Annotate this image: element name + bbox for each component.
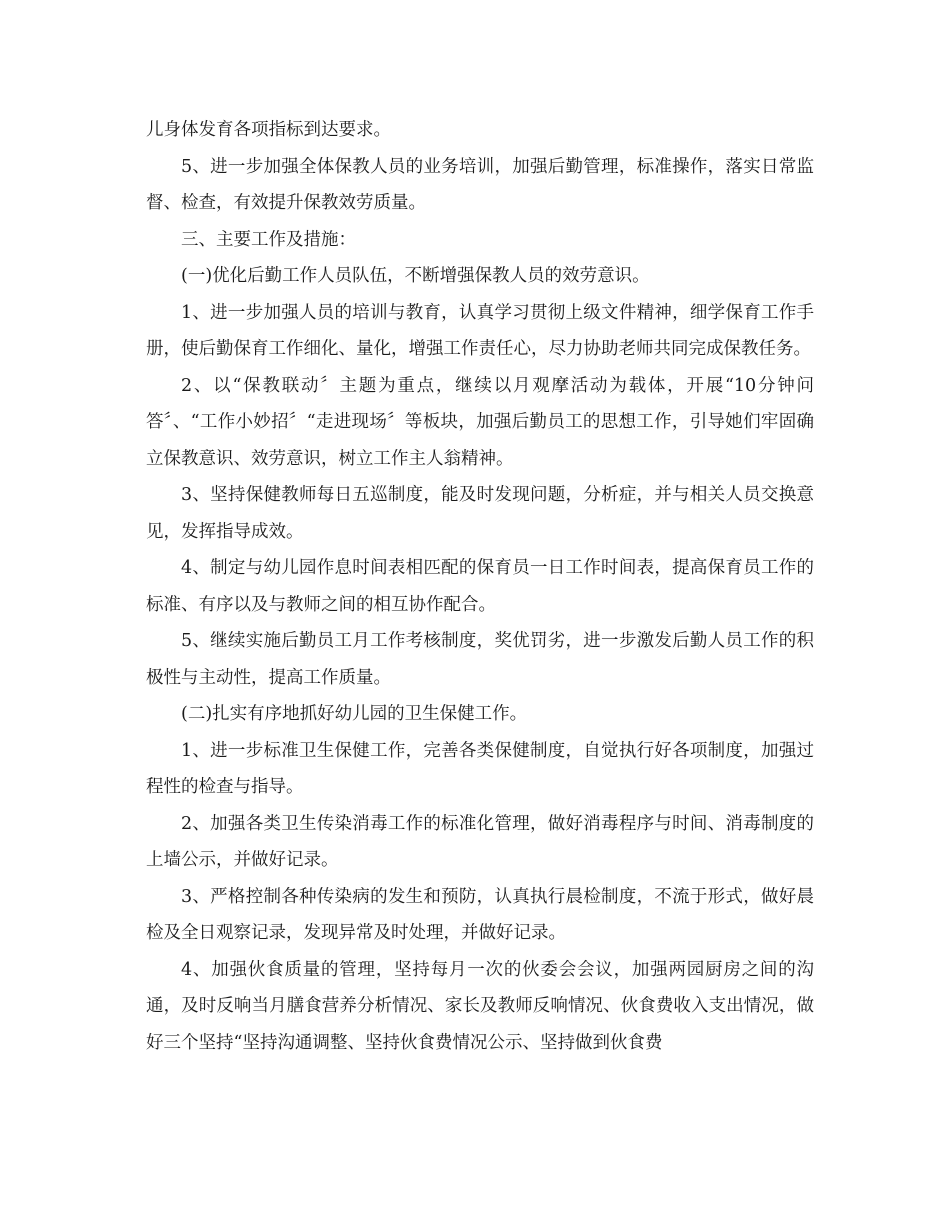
subsection-heading: (二)扎实有序地抓好幼儿园的卫生保健工作。: [181, 704, 528, 724]
paragraph: 3、坚持保健教师每日五巡制度，能及时发现问题，分析症，并与相关人员交换意见，发挥指导成效。: [146, 485, 814, 542]
paragraph: 2、加强各类卫生传染消毒工作的标准化管理，做好消毒程序与时间、消毒制度的上墙公示，并做好记录。: [146, 813, 814, 870]
paragraph: 1、进一步加强人员的培训与教育，认真学习贯彻上级文件精神，细学保育工作手册，使后勤保育工作细化、量化，增强工作责任心，尽力协助老师共同完成保教任务。: [146, 302, 814, 359]
paragraph: 4、加强伙食质量的管理，坚持每月一次的伙委会会议，加强两园厨房之间的沟通，及时反响当月膳食营养分析情况、家长及教师反响情况、伙食费收入支出情况，做好三个坚持“坚持沟通调整、坚持伙食费情况公示、坚持做到伙食费: [146, 959, 814, 1053]
document-body: [146, 112, 814, 1061]
paragraph: 3、严格控制各种传染病的发生和预防，认真执行晨检制度，不流于形式，做好晨检及全日观察记录，发现异常及时处理，并做好记录。: [146, 886, 814, 943]
paragraph: 4、制定与幼儿园作息时间表相匹配的保育员一日工作时间表，提高保育员工作的标准、有序以及与教师之间的相互协作配合。: [146, 558, 814, 615]
section-heading: 三、主要工作及措施：: [181, 229, 356, 250]
paragraph: 1、进一步标准卫生保健工作，完善各类保健制度，自觉执行好各项制度，加强过程性的检查与指导。: [146, 740, 814, 797]
paragraph: 5、进一步加强全体保教人员的业务培训，加强后勤管理，标准操作，落实日常监督、检查，有效提升保教效劳质量。: [146, 156, 814, 213]
paragraph: 儿身体发育各项指标到达要求。: [146, 120, 391, 140]
paragraph: 2、以“保教联动〞主题为重点，继续以月观摩活动为载体，开展“10分钟问答〞、“工作小妙招〞“走进现场〞等板块，加强后勤员工的思想工作，引导她们牢固确立保教意识、效劳意识，树立工作主人翁精神。: [146, 375, 814, 469]
subsection-heading: (一)优化后勤工作人员队伍，不断增强保教人员的效劳意识。: [181, 266, 650, 286]
paragraph: 5、继续实施后勤员工月工作考核制度，奖优罚劣，进一步激发后勤人员工作的积极性与主动性，提高工作质量。: [146, 631, 814, 688]
